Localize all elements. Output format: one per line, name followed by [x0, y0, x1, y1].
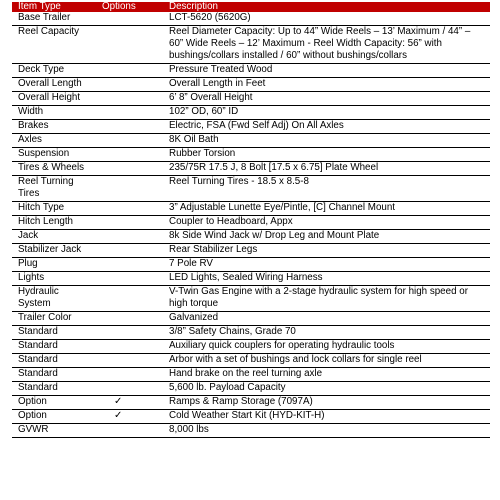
description-cell: Cold Weather Start Kit (HYD-KIT-H) [163, 410, 490, 424]
table-row [12, 312, 490, 326]
table-row [12, 12, 490, 26]
description-cell: Reel Diameter Capacity: Up to 44” Wide Reels – 13’ Maximum / 44” – 60” Wide Reels – 12’ Maximum - Reel Width Capacity: 56” with bushings/collars installed / 60” without bushings/collars [163, 26, 490, 64]
item-type-cell: Standard [12, 354, 96, 368]
option-cell [96, 120, 163, 134]
option-cell: ✓ [96, 396, 163, 410]
option-cell [96, 162, 163, 176]
table-row [12, 176, 490, 202]
option-cell [96, 354, 163, 368]
spec-table-body [12, 12, 490, 438]
table-row [12, 272, 490, 286]
option-cell [96, 230, 163, 244]
option-cell [96, 216, 163, 230]
description-cell: Pressure Treated Wood [163, 64, 490, 78]
description-cell: LED Lights, Sealed Wiring Harness [163, 272, 490, 286]
option-cell [96, 202, 163, 216]
table-row [12, 230, 490, 244]
description-cell: 7 Pole RV [163, 258, 490, 272]
table-row [12, 410, 490, 424]
item-type-cell: Width [12, 106, 96, 120]
header-row [12, 2, 490, 12]
option-cell [96, 92, 163, 106]
description-cell: 8K Oil Bath [163, 134, 490, 148]
option-cell [96, 286, 163, 312]
option-cell [96, 78, 163, 92]
item-type-cell: Brakes [12, 120, 96, 134]
description-cell: 235/75R 17.5 J, 8 Bolt [17.5 x 6.75] Plate Wheel [163, 162, 490, 176]
option-cell [96, 148, 163, 162]
table-row [12, 396, 490, 410]
table-row [12, 216, 490, 230]
item-type-cell: Reel Turning Tires [12, 176, 96, 202]
table-row [12, 148, 490, 162]
table-row [12, 202, 490, 216]
table-row [12, 368, 490, 382]
item-type-cell: Overall Length [12, 78, 96, 92]
header-item-type: Item Type [12, 2, 96, 12]
table-row [12, 134, 490, 148]
item-type-cell: Standard [12, 382, 96, 396]
item-type-cell: Standard [12, 368, 96, 382]
description-cell: Auxiliary quick couplers for operating hydraulic tools [163, 340, 490, 354]
option-cell [96, 64, 163, 78]
option-cell [96, 26, 163, 64]
option-cell [96, 312, 163, 326]
item-type-cell: Tires & Wheels [12, 162, 96, 176]
description-cell: Hand brake on the reel turning axle [163, 368, 490, 382]
description-cell: Rear Stabilizer Legs [163, 244, 490, 258]
table-row [12, 424, 490, 438]
description-cell: 6’ 8” Overall Height [163, 92, 490, 106]
item-type-cell: Axles [12, 134, 96, 148]
description-cell: 8,000 lbs [163, 424, 490, 438]
table-row [12, 382, 490, 396]
item-type-cell: Lights [12, 272, 96, 286]
item-type-cell: Plug [12, 258, 96, 272]
item-type-cell: Base Trailer [12, 12, 96, 26]
description-cell: 8k Side Wind Jack w/ Drop Leg and Mount Plate [163, 230, 490, 244]
item-type-cell: Trailer Color [12, 312, 96, 326]
option-cell [96, 326, 163, 340]
item-type-cell: Hitch Type [12, 202, 96, 216]
table-row [12, 286, 490, 312]
option-cell [96, 340, 163, 354]
table-row [12, 326, 490, 340]
table-row [12, 92, 490, 106]
option-cell [96, 106, 163, 120]
option-cell [96, 244, 163, 258]
spec-table [12, 2, 490, 438]
item-type-cell: Option [12, 410, 96, 424]
option-cell [96, 12, 163, 26]
table-row [12, 78, 490, 92]
option-cell [96, 382, 163, 396]
header-description: Description [163, 2, 490, 12]
table-row [12, 340, 490, 354]
item-type-cell: Jack [12, 230, 96, 244]
item-type-cell: Reel Capacity [12, 26, 96, 64]
item-type-cell: Overall Height [12, 92, 96, 106]
description-cell: 3/8” Safety Chains, Grade 70 [163, 326, 490, 340]
item-type-cell: Stabilizer Jack [12, 244, 96, 258]
item-type-cell: GVWR [12, 424, 96, 438]
description-cell: V-Twin Gas Engine with a 2-stage hydraulic system for high speed or high torque [163, 286, 490, 312]
table-row [12, 162, 490, 176]
item-type-cell: Hydraulic System [12, 286, 96, 312]
description-cell: 102” OD, 60” ID [163, 106, 490, 120]
description-cell: Ramps & Ramp Storage (7097A) [163, 396, 490, 410]
table-row [12, 120, 490, 134]
description-cell: Overall Length in Feet [163, 78, 490, 92]
option-cell: ✓ [96, 410, 163, 424]
item-type-cell: Standard [12, 340, 96, 354]
description-cell: Reel Turning Tires - 18.5 x 8.5-8 [163, 176, 490, 202]
description-cell: LCT-5620 (5620G) [163, 12, 490, 26]
table-row [12, 26, 490, 64]
item-type-cell: Hitch Length [12, 216, 96, 230]
description-cell: Galvanized [163, 312, 490, 326]
header-options: Options [96, 2, 163, 12]
item-type-cell: Standard [12, 326, 96, 340]
option-cell [96, 368, 163, 382]
table-row [12, 106, 490, 120]
description-cell: 5,600 lb. Payload Capacity [163, 382, 490, 396]
option-cell [96, 134, 163, 148]
option-cell [96, 424, 163, 438]
description-cell: Electric, FSA (Fwd Self Adj) On All Axles [163, 120, 490, 134]
option-cell [96, 258, 163, 272]
item-type-cell: Suspension [12, 148, 96, 162]
description-cell: Coupler to Headboard, Appx [163, 216, 490, 230]
description-cell: Rubber Torsion [163, 148, 490, 162]
table-row [12, 64, 490, 78]
table-row [12, 354, 490, 368]
table-row [12, 258, 490, 272]
description-cell: 3” Adjustable Lunette Eye/Pintle, [C] Channel Mount [163, 202, 490, 216]
option-cell [96, 272, 163, 286]
option-cell [96, 176, 163, 202]
description-cell: Arbor with a set of bushings and lock collars for single reel [163, 354, 490, 368]
item-type-cell: Option [12, 396, 96, 410]
item-type-cell: Deck Type [12, 64, 96, 78]
table-row [12, 244, 490, 258]
